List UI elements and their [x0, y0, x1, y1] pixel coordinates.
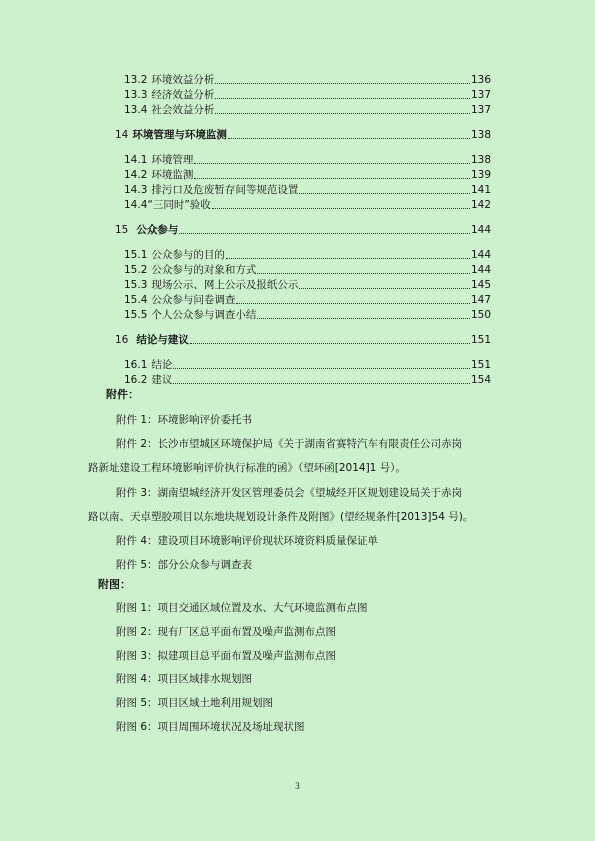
toc-leader [215, 73, 470, 84]
toc-entry[interactable] [124, 183, 491, 197]
toc-leader [215, 88, 470, 99]
toc-leader [215, 103, 470, 114]
toc-leader [299, 278, 470, 289]
attachment-item: 附件 4：建设项目环境影响评价现状环境资料质量保证单 [116, 535, 379, 547]
toc-title: 经济效益分析 [151, 89, 215, 101]
toc-leader [173, 358, 470, 369]
attachments-heading: 附件： [106, 388, 139, 401]
toc-leader [194, 168, 470, 179]
toc-leader [194, 153, 470, 164]
figures-heading: 附图： [98, 578, 131, 591]
toc-entry[interactable] [124, 73, 491, 87]
toc-leader [190, 333, 470, 344]
toc-entry[interactable] [124, 263, 491, 277]
toc-entry[interactable] [124, 248, 491, 262]
toc-page: 142 [470, 199, 491, 211]
toc-title: 结论与建议 [136, 334, 189, 346]
toc-page: 141 [470, 184, 491, 196]
toc-page: 154 [470, 374, 491, 386]
toc-title: 个人公众参与调查小结 [151, 309, 257, 321]
toc-number: 15.1 [124, 249, 148, 261]
toc-page: 138 [470, 129, 491, 141]
toc-title: 公众参与的对象和方式 [151, 264, 257, 276]
figure-item: 附图 6：项目周围环境状况及场址现状图 [116, 721, 305, 733]
toc-number: 16 [115, 334, 129, 346]
toc-entry[interactable] [124, 103, 491, 117]
attachment-item: 附件 5：部分公众参与调查表 [116, 559, 253, 571]
toc-entry[interactable] [124, 278, 491, 292]
toc-leader [257, 263, 470, 274]
toc-entry[interactable] [124, 358, 491, 372]
attachment-item: 附件 2：长沙市望城区环境保护局《关于湖南省赛特汽车有限责任公司赤岗 [116, 438, 463, 450]
toc-page: 144 [470, 249, 491, 261]
toc-number: 14.2 [124, 169, 148, 181]
toc-number: 14.4 [124, 199, 148, 211]
toc-number: 14.1 [124, 154, 148, 166]
toc-number: 15 [115, 224, 129, 236]
toc-number: 13.4 [124, 104, 148, 116]
toc-title: 环境效益分析 [151, 74, 215, 86]
attachment-item-continuation: 路新址建设工程环境影响评价执行标准的函》（望环函[2014]1 号）。 [88, 462, 406, 474]
page-number: 3 [295, 781, 300, 791]
toc-leader [226, 248, 470, 259]
figure-item: 附图 2：现有厂区总平面布置及噪声监测布点图 [116, 626, 337, 638]
toc-number: 15.2 [124, 264, 148, 276]
attachment-item: 附件 3：湖南望城经济开发区管理委员会《望城经开区规划建设局关于赤岗 [116, 487, 463, 499]
attachment-item: 附件 1：环境影响评价委托书 [116, 414, 253, 426]
toc-title: 公众参与问卷调查 [151, 294, 236, 306]
toc-title: 结论 [151, 359, 173, 371]
toc-leader [236, 293, 470, 304]
toc-entry[interactable] [124, 373, 491, 387]
toc-number: 15.5 [124, 309, 148, 321]
toc-page: 138 [470, 154, 491, 166]
toc-entry[interactable] [124, 153, 491, 167]
toc-page: 151 [470, 334, 491, 346]
toc-chapter[interactable] [115, 128, 491, 142]
toc-leader [179, 223, 470, 234]
toc-page: 147 [470, 294, 491, 306]
toc-number: 13.3 [124, 89, 148, 101]
toc-number: 13.2 [124, 74, 148, 86]
toc-title: 社会效益分析 [151, 104, 215, 116]
toc-title: 现场公示、网上公示及报纸公示 [151, 279, 299, 291]
toc-page: 137 [470, 89, 491, 101]
toc-number: 14.3 [124, 184, 148, 196]
toc-number: 15.4 [124, 294, 148, 306]
toc-number: 16.1 [124, 359, 148, 371]
toc-title: 公众参与的目的 [151, 249, 225, 261]
toc-leader [228, 128, 470, 139]
toc-page: 137 [470, 104, 491, 116]
toc-entry[interactable] [124, 308, 491, 322]
toc-leader [299, 183, 470, 194]
toc-number: 15.3 [124, 279, 148, 291]
toc-page: 139 [470, 169, 491, 181]
toc-leader [173, 373, 470, 384]
toc-leader [212, 198, 470, 209]
figure-item: 附图 4：项目区域排水规划图 [116, 673, 253, 685]
toc-entry[interactable] [124, 293, 491, 307]
toc-chapter[interactable] [115, 223, 491, 237]
toc-chapter[interactable] [115, 333, 491, 347]
toc-title: 环境监测 [151, 169, 194, 181]
toc-entry[interactable] [124, 88, 491, 102]
toc-number: 14 [115, 129, 129, 141]
figure-item: 附图 5：项目区域土地利用规划图 [116, 697, 274, 709]
toc-entry[interactable] [124, 168, 491, 182]
figure-item: 附图 3：拟建项目总平面布置及噪声监测布点图 [116, 650, 337, 662]
toc-entry[interactable] [124, 198, 491, 212]
toc-title: 环境管理与环境监测 [132, 129, 227, 141]
toc-page: 136 [470, 74, 491, 86]
toc-page: 150 [470, 309, 491, 321]
toc-leader [257, 308, 470, 319]
toc-title: 环境管理 [151, 154, 194, 166]
toc-page: 144 [470, 264, 491, 276]
toc-page: 145 [470, 279, 491, 291]
toc-title: 排污口及危废暂存间等规范设置 [151, 184, 299, 196]
toc-title: 建议 [151, 374, 173, 386]
figure-item: 附图 1：项目交通区域位置及水、大气环境监测布点图 [116, 602, 368, 614]
attachment-item-continuation: 路以南、天卓塑胶项目以东地块规划设计条件及附图》(望经规条件[2013]54 号)。 [88, 511, 474, 523]
toc-title: 公众参与 [136, 224, 179, 236]
toc-page: 151 [470, 359, 491, 371]
toc-number: 16.2 [124, 374, 148, 386]
toc-title: “三同时”验收 [147, 199, 211, 211]
toc-page: 144 [470, 224, 491, 236]
